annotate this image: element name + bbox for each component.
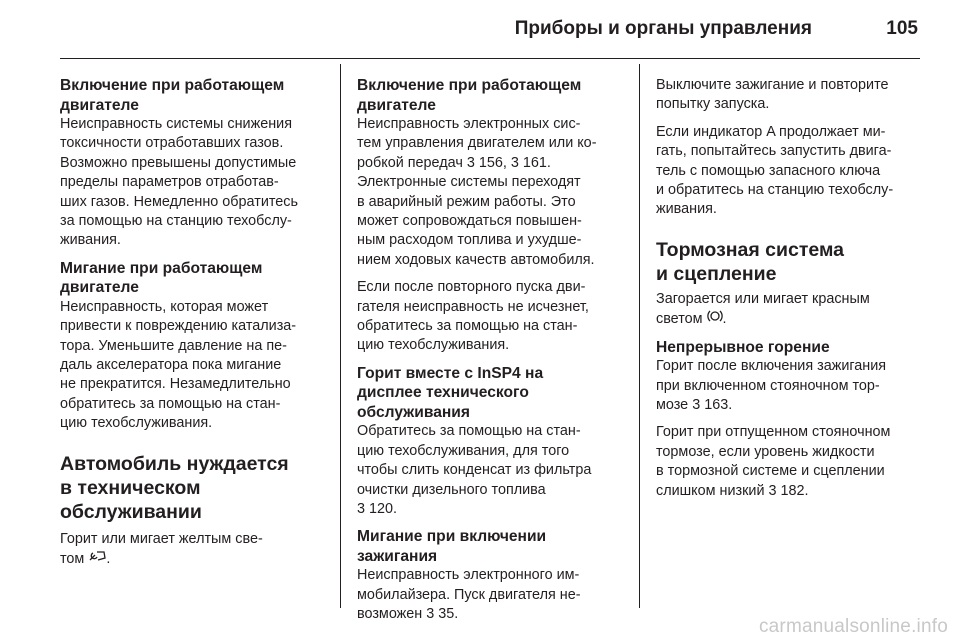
page-number: 105 — [886, 18, 918, 39]
column-2 — [357, 76, 634, 633]
section-heading: Горит вместе с InSP4 на дисплее технического обслуживания — [357, 364, 544, 421]
wrench-car-icon — [88, 549, 106, 565]
section-text: Неисправность системы снижения токсичности отработавших газов. Возможно превышены допустимые пределы параметров отработав- ших газов. Немедленно обратитесь за помощью на станцию техобслу- живания. — [60, 116, 298, 249]
brake-circle-icon — [707, 309, 723, 325]
column-3 — [656, 76, 922, 509]
page-ref-link[interactable]: 182. — [780, 482, 809, 499]
section-heading: Включение при работающем двигателе — [357, 77, 582, 114]
section-text: Загорается или мигает красным светом . — [656, 290, 870, 328]
chapter-heading: Автомобиль нуждается в техническом обслуживании — [60, 452, 289, 523]
chapter-heading: Тормозная система и сцепление — [656, 238, 845, 285]
column-divider-2 — [639, 64, 640, 608]
section-text: Неисправность, которая может привести к повреждению катализа- тора. Уменьшите давление на пе- даль акселератора пока мигание не прекратится. Незамедлительно обратитесь за помощью на стан- цию техобслуживания. — [60, 298, 297, 432]
section-heading: Мигание при работающем двигателе — [60, 259, 263, 297]
page-ref-link[interactable]: 35. — [438, 606, 459, 623]
section-text: Горит или мигает желтым све- том . — [60, 530, 263, 568]
section-text: Обратитесь за помощью на стан- цию техобслуживания, для того чтобы слить конденсат из фильтра очистки дизельного топлива 3 120. — [357, 423, 592, 517]
page-header-title: Приборы и органы управления — [514, 18, 812, 39]
ref-arrow-icon: 3 — [466, 154, 475, 171]
header-divider — [60, 58, 920, 59]
section-text: Неисправность электронных сис- тем управления двигателем или ко- робкой передач 3 156, 3 161. Электронные системы переходят в аварийный режим работы. Это может сопровождаться повышен- ным расходом топлива и ухудше- нием ходовых качеств автомобиля. — [357, 116, 597, 268]
watermark: carmanualsonline.info — [758, 616, 948, 637]
section-heading: Мигание при включении зажигания — [357, 528, 547, 565]
section-text: Горит после включения зажигания при включенном стояночном тор- мозе 3 163. — [656, 358, 887, 413]
section-text: Если после повторного пуска дви- гателя неисправность не исчезнет, обратитесь за помощью на стан- цию техобслуживания. — [357, 279, 589, 354]
section-text: Выключите зажигание и повторите попытку запуска. — [656, 77, 889, 113]
ref-arrow-icon: 3 — [692, 396, 701, 413]
section-text: Горит при отпущенном стояночном тормозе, если уровень жидкости в тормозной системе и сцеплении слишком низкий 3 182. — [656, 424, 891, 499]
page-ref-link[interactable]: 161. — [522, 154, 551, 171]
column-divider-1 — [340, 64, 341, 608]
section-heading: Включение при работающем двигателе — [60, 77, 285, 114]
page-ref-link[interactable]: 120. — [369, 501, 398, 517]
page-ref-link[interactable]: 163. — [704, 396, 733, 413]
section-text: Если индикатор A продолжает ми- гать, попытайтесь запустить двига- тель с помощью запасного ключа и обратитесь на станцию техобслу- живания. — [656, 123, 894, 218]
ref-arrow-icon: 3 — [426, 606, 435, 623]
ref-arrow-icon: 3 — [768, 482, 777, 499]
ref-arrow-icon: 3 — [357, 501, 366, 517]
section-heading: Непрерывное горение — [656, 338, 830, 356]
ref-arrow-icon: 3 — [510, 154, 519, 171]
section-text: Неисправность электронного им- мобилайзера. Пуск двигателя не- возможен 3 35. — [357, 567, 581, 623]
column-1 — [60, 76, 326, 578]
page-ref-link[interactable]: 156, — [478, 154, 507, 171]
